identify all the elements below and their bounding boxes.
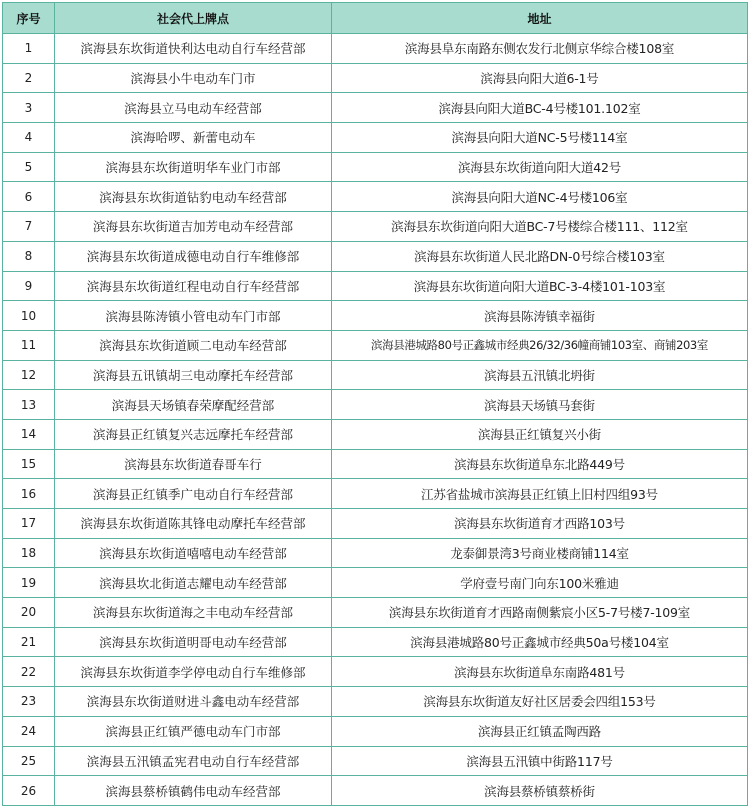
table-row <box>3 93 748 123</box>
row-index: 11 <box>3 330 55 360</box>
row-index: 4 <box>3 123 55 153</box>
table-row <box>3 182 748 212</box>
table-row <box>3 419 748 449</box>
table-row <box>3 63 748 93</box>
row-index: 10 <box>3 301 55 331</box>
table-row <box>3 330 748 360</box>
row-dealer-name: 滨海县东坎街道明华车业门市部 <box>55 152 332 182</box>
row-dealer-name: 滨海县东坎街道快利达电动自行车经营部 <box>55 34 332 64</box>
table-row <box>3 390 748 420</box>
row-index: 7 <box>3 212 55 242</box>
table-row <box>3 34 748 64</box>
row-address: 龙泰御景湾3号商业楼商铺114室 <box>332 538 748 568</box>
row-dealer-name: 滨海县五汛镇孟宪君电动自行车经营部 <box>55 746 332 776</box>
row-index: 5 <box>3 152 55 182</box>
row-index: 16 <box>3 479 55 509</box>
table-row <box>3 568 748 598</box>
row-address: 滨海县东坎街道友好社区居委会四组153号 <box>332 687 748 717</box>
row-index: 8 <box>3 241 55 271</box>
row-address: 滨海县港城路80号正鑫城市经典50a号楼104室 <box>332 627 748 657</box>
row-index: 21 <box>3 627 55 657</box>
table-row <box>3 538 748 568</box>
row-index: 23 <box>3 687 55 717</box>
row-index: 15 <box>3 449 55 479</box>
header-address: 地址 <box>332 3 748 34</box>
row-index: 22 <box>3 657 55 687</box>
row-address: 滨海县阜东南路东侧农发行北侧京华综合楼108室 <box>332 34 748 64</box>
row-dealer-name: 滨海县坎北街道志耀电动车经营部 <box>55 568 332 598</box>
row-dealer-name: 滨海县东坎街道顾二电动车经营部 <box>55 330 332 360</box>
row-dealer-name: 滨海县东坎街道春哥车行 <box>55 449 332 479</box>
row-dealer-name: 滨海县东坎街道财进斗鑫电动车经营部 <box>55 687 332 717</box>
row-index: 12 <box>3 360 55 390</box>
row-dealer-name: 滨海县正红镇季广电动自行车经营部 <box>55 479 332 509</box>
row-address: 滨海县东坎街道育才西路南侧紫宸小区5-7号楼7-109室 <box>332 598 748 628</box>
row-dealer-name: 滨海县蔡桥镇鹤伟电动车经营部 <box>55 776 332 806</box>
row-index: 6 <box>3 182 55 212</box>
table-row <box>3 776 748 806</box>
row-dealer-name: 滨海县东坎街道钻豹电动车经营部 <box>55 182 332 212</box>
row-dealer-name: 滨海县天场镇春荣摩配经营部 <box>55 390 332 420</box>
row-address: 滨海县东坎街道育才西路103号 <box>332 509 748 539</box>
table-row <box>3 687 748 717</box>
row-index: 13 <box>3 390 55 420</box>
table-row <box>3 657 748 687</box>
row-dealer-name: 滨海县五讯镇胡三电动摩托车经营部 <box>55 360 332 390</box>
header-index: 序号 <box>3 3 55 34</box>
row-address: 滨海县向阳大道NC-5号楼114室 <box>332 123 748 153</box>
table-row <box>3 449 748 479</box>
row-dealer-name: 滨海县立马电动车经营部 <box>55 93 332 123</box>
row-address: 滨海县东坎街道向阳大道BC-3-4楼101-103室 <box>332 271 748 301</box>
row-address: 滨海县正红镇孟陶西路 <box>332 716 748 746</box>
row-address: 滨海县五汛镇北坍街 <box>332 360 748 390</box>
row-address: 滨海县天场镇马套街 <box>332 390 748 420</box>
table-row <box>3 716 748 746</box>
row-address: 滨海县蔡桥镇蔡桥街 <box>332 776 748 806</box>
row-index: 18 <box>3 538 55 568</box>
row-dealer-name: 滨海哈啰、新蕾电动车 <box>55 123 332 153</box>
table-row <box>3 598 748 628</box>
table-row <box>3 746 748 776</box>
row-address: 滨海县正红镇复兴小街 <box>332 419 748 449</box>
row-index: 24 <box>3 716 55 746</box>
row-dealer-name: 滨海县东坎街道海之丰电动车经营部 <box>55 598 332 628</box>
row-index: 19 <box>3 568 55 598</box>
row-index: 9 <box>3 271 55 301</box>
row-address: 滨海县东坎街道人民北路DN-0号综合楼103室 <box>332 241 748 271</box>
row-address: 学府壹号南门向东100米雅迪 <box>332 568 748 598</box>
table-row <box>3 627 748 657</box>
row-dealer-name: 滨海县东坎街道吉加芳电动车经营部 <box>55 212 332 242</box>
row-index: 1 <box>3 34 55 64</box>
row-address: 滨海县东坎街道向阳大道42号 <box>332 152 748 182</box>
page <box>0 2 750 798</box>
header-row <box>3 3 748 34</box>
table-row <box>3 360 748 390</box>
row-dealer-name: 滨海县陈涛镇小管电动车门市部 <box>55 301 332 331</box>
row-address: 滨海县东坎街道阜东北路449号 <box>332 449 748 479</box>
table-row <box>3 479 748 509</box>
table-row <box>3 212 748 242</box>
row-dealer-name: 滨海县东坎街道嘻嘻电动车经营部 <box>55 538 332 568</box>
table-row <box>3 301 748 331</box>
row-address: 滨海县陈涛镇幸福街 <box>332 301 748 331</box>
row-address: 滨海县向阳大道6-1号 <box>332 63 748 93</box>
table-row <box>3 271 748 301</box>
row-index: 2 <box>3 63 55 93</box>
row-index: 26 <box>3 776 55 806</box>
row-index: 17 <box>3 509 55 539</box>
row-address: 滨海县向阳大道NC-4号楼106室 <box>332 182 748 212</box>
row-address: 滨海县五汛镇中街路117号 <box>332 746 748 776</box>
row-dealer-name: 滨海县东坎街道成德电动自行车维修部 <box>55 241 332 271</box>
row-dealer-name: 滨海县正红镇复兴志远摩托车经营部 <box>55 419 332 449</box>
table-row <box>3 241 748 271</box>
table-row <box>3 152 748 182</box>
row-address: 滨海县东坎街道向阳大道BC-7号楼综合楼111、112室 <box>332 212 748 242</box>
row-index: 25 <box>3 746 55 776</box>
header-dealer-name: 社会代上牌点 <box>55 3 332 34</box>
row-address: 滨海县东坎街道阜东南路481号 <box>332 657 748 687</box>
row-dealer-name: 滨海县东坎街道明哥电动车经营部 <box>55 627 332 657</box>
row-index: 3 <box>3 93 55 123</box>
table-row <box>3 123 748 153</box>
row-address: 江苏省盐城市滨海县正红镇上旧村四组93号 <box>332 479 748 509</box>
row-dealer-name: 滨海县正红镇严德电动车门市部 <box>55 716 332 746</box>
row-index: 14 <box>3 419 55 449</box>
table-row <box>3 509 748 539</box>
row-address: 滨海县港城路80号正鑫城市经典26/32/36幢商铺103室、商铺203室 <box>332 330 748 360</box>
row-dealer-name: 滨海县东坎街道陈其锋电动摩托车经营部 <box>55 509 332 539</box>
dealer-table <box>2 2 748 806</box>
row-address: 滨海县向阳大道BC-4号楼101.102室 <box>332 93 748 123</box>
row-dealer-name: 滨海县东坎街道李学停电动自行车维修部 <box>55 657 332 687</box>
row-dealer-name: 滨海县小牛电动车门市 <box>55 63 332 93</box>
row-index: 20 <box>3 598 55 628</box>
row-dealer-name: 滨海县东坎街道红程电动自行车经营部 <box>55 271 332 301</box>
table-body <box>3 34 748 806</box>
